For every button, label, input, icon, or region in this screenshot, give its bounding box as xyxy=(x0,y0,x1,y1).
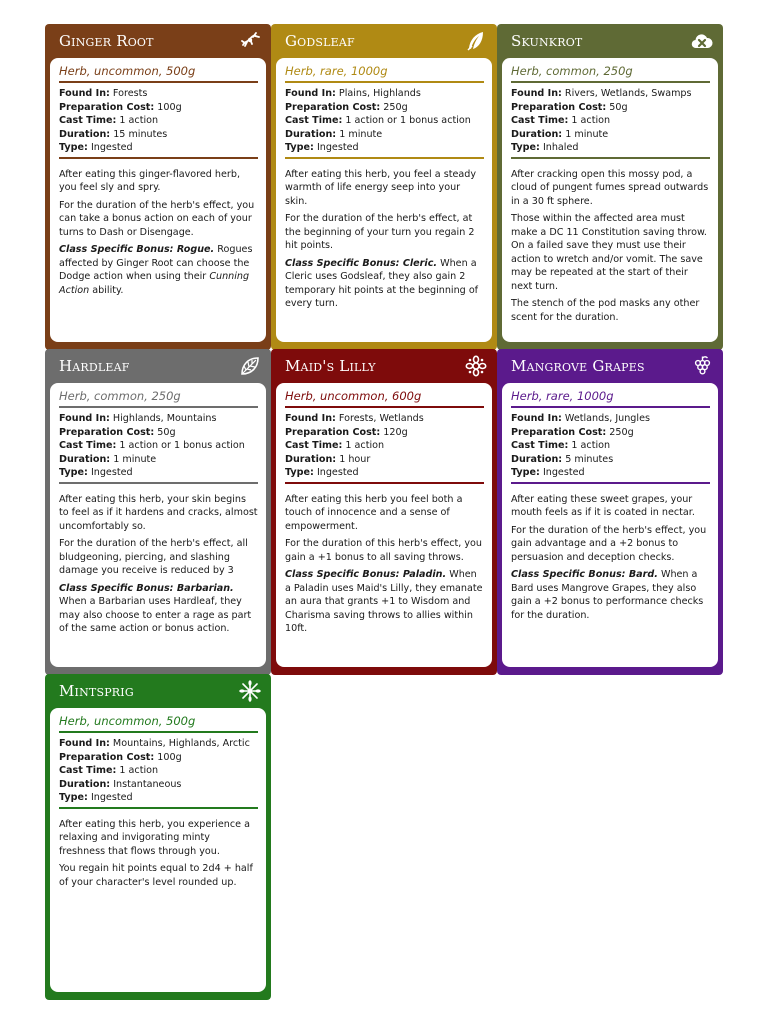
divider xyxy=(511,157,710,159)
card-body xyxy=(502,383,718,667)
type-value: Ingested xyxy=(316,142,359,153)
class-bonus-text xyxy=(285,257,484,311)
class-bonus-text xyxy=(59,243,258,297)
cast-time-row xyxy=(285,439,484,453)
class-bonus-text xyxy=(511,568,710,622)
cast-time-value: 1 action xyxy=(119,115,159,126)
card-title: Godsleaf xyxy=(285,32,355,50)
duration-row xyxy=(285,453,484,467)
stench-text: The stench of the pod masks any other scent for the duration. xyxy=(511,298,700,323)
prep-cost-value: 250g xyxy=(383,101,408,113)
type-value: Ingested xyxy=(90,142,133,153)
prep-cost-label: Preparation Cost: xyxy=(59,101,155,113)
class-bonus-body: Rogues affected by Ginger Root can choose the Dodge action when using their xyxy=(59,244,253,282)
type-value: Ingested xyxy=(90,467,133,478)
herb-card-skunkrot xyxy=(497,24,723,350)
cast-time-row xyxy=(59,439,258,453)
divider xyxy=(511,482,710,484)
found-in-value: Mountains, Highlands, Arctic xyxy=(112,738,250,749)
duration-value: 1 hour xyxy=(339,453,371,465)
duration-row xyxy=(59,778,258,792)
duration-label: Duration: xyxy=(59,128,111,140)
duration-label: Duration: xyxy=(511,453,563,465)
found-in-value: Wetlands, Jungles xyxy=(564,413,650,424)
prep-cost-label: Preparation Cost: xyxy=(285,426,381,438)
duration-value: 15 minutes xyxy=(113,128,168,140)
found-in-row xyxy=(285,87,484,101)
cast-time-value: 1 action xyxy=(345,440,385,451)
class-bonus-body: When a Paladin uses Maid's Lilly, they emanate an aura that grants +1 to Wisdom and Charisma saving throws to allies within 10ft. xyxy=(285,569,483,634)
prep-cost-value: 50g xyxy=(609,101,628,113)
cast-time-value: 1 action xyxy=(571,440,611,451)
cast-time-row xyxy=(511,439,710,453)
card-title: Skunkrot xyxy=(511,32,583,50)
found-in-label: Found In: xyxy=(285,413,336,424)
card-title: Mangrove Grapes xyxy=(511,357,645,375)
type-value: Ingested xyxy=(542,467,585,478)
found-in-value: Forests xyxy=(112,88,148,99)
duration-value: 1 minute xyxy=(565,128,609,140)
effect-text: After eating this herb, you feel a steady warmth of life energy seep into your skin. xyxy=(285,168,476,207)
card-title: Maid's Lilly xyxy=(285,357,376,375)
duration-effect-text: For the duration of the herb's effect, all bludgeoning, piercing, and slashing damage you receive is reduced by 3 xyxy=(59,538,248,576)
class-bonus-body: When a Cleric uses Godsleaf, they also gain 2 temporary hit points at the beginning of every turn. xyxy=(285,257,479,309)
prep-cost-value: 100g xyxy=(157,751,182,763)
found-in-row xyxy=(511,412,710,426)
sprig-icon xyxy=(238,679,262,703)
type-label: Type: xyxy=(59,467,88,478)
cast-time-value: 1 action or 1 bonus action xyxy=(345,115,471,126)
found-in-row xyxy=(59,737,258,751)
duration-label: Duration: xyxy=(59,778,111,790)
found-in-label: Found In: xyxy=(285,88,336,99)
card-header xyxy=(502,349,718,383)
cast-time-value: 1 action xyxy=(119,765,159,776)
herb-card-ginger-root xyxy=(45,24,271,350)
type-label: Type: xyxy=(285,467,314,478)
type-row xyxy=(285,141,484,155)
grapes-icon xyxy=(690,354,714,378)
divider xyxy=(285,482,484,484)
card-title: Ginger Root xyxy=(59,32,154,50)
cast-time-label: Cast Time: xyxy=(285,115,343,126)
duration-row xyxy=(59,453,258,467)
cast-time-label: Cast Time: xyxy=(59,115,117,126)
type-row xyxy=(511,466,710,480)
saving-throw-text: Those within the affected area must make a DC 11 Constitution saving throw. On a failed save they must use their action to wretch and/or vomit. The save may be repeated at the start of their next turn. xyxy=(511,213,707,292)
divider xyxy=(59,157,258,159)
type-row xyxy=(59,141,258,155)
duration-value: Instantaneous xyxy=(113,778,182,790)
class-bonus-body: When a Barbarian uses Hardleaf, they may also choose to enter a rage as part of the same action or bonus action. xyxy=(59,596,252,634)
found-in-value: Highlands, Mountains xyxy=(112,413,217,424)
prep-cost-label: Preparation Cost: xyxy=(59,426,155,438)
found-in-label: Found In: xyxy=(511,88,562,99)
duration-label: Duration: xyxy=(59,453,111,465)
type-row xyxy=(59,466,258,480)
prep-cost-row xyxy=(59,751,258,765)
type-label: Type: xyxy=(59,792,88,803)
card-header xyxy=(50,674,266,708)
found-in-label: Found In: xyxy=(59,738,110,749)
type-value: Ingested xyxy=(90,792,133,803)
leaf-quill-icon xyxy=(464,29,488,53)
toxic-cloud-icon xyxy=(690,29,714,53)
duration-row xyxy=(285,128,484,142)
effect-text: After cracking open this mossy pod, a cloud of pungent fumes spread outwards in a 30 ft sphere. xyxy=(511,168,709,207)
card-subtitle: Herb, common, 250g xyxy=(59,389,258,408)
prep-cost-row xyxy=(511,101,710,115)
duration-value: 1 minute xyxy=(339,128,383,140)
prep-cost-row xyxy=(59,101,258,115)
card-body xyxy=(50,58,266,342)
card-subtitle: Herb, uncommon, 600g xyxy=(285,389,484,408)
card-header xyxy=(276,349,492,383)
found-in-label: Found In: xyxy=(59,413,110,424)
herb-card-maids-lilly xyxy=(271,349,497,675)
hardleaf-icon xyxy=(238,354,262,378)
found-in-row xyxy=(511,87,710,101)
prep-cost-label: Preparation Cost: xyxy=(285,101,381,113)
card-body xyxy=(50,383,266,667)
type-label: Type: xyxy=(511,142,540,153)
duration-effect-text: For the duration of the herb's effect, at the beginning of your turn you regain 2 hit points. xyxy=(285,213,475,251)
found-in-row xyxy=(285,412,484,426)
prep-cost-value: 120g xyxy=(383,426,408,438)
duration-label: Duration: xyxy=(285,128,337,140)
duration-effect-text: For the duration of the herb's effect, you gain advantage and a +2 bonus to persuasion and deception checks. xyxy=(511,524,707,563)
card-body xyxy=(50,708,266,992)
prep-cost-row xyxy=(59,426,258,440)
duration-label: Duration: xyxy=(285,453,337,465)
cast-time-value: 1 action or 1 bonus action xyxy=(119,440,245,451)
type-label: Type: xyxy=(59,142,88,153)
duration-effect-text: For the duration of this herb's effect, you gain a +1 bonus to all saving throws. xyxy=(285,538,482,563)
duration-value: 1 minute xyxy=(113,453,157,465)
effect-text: After eating this herb, your skin begins to feel as if it hardens and cracks, almost uncomfortably so. xyxy=(59,493,258,532)
class-bonus-label: Class Specific Bonus: Bard. xyxy=(511,569,658,580)
class-bonus-label: Class Specific Bonus: Paladin. xyxy=(285,569,447,580)
healing-text: You regain hit points equal to 2d4 + half of your character's level rounded up. xyxy=(59,863,253,888)
cast-time-row xyxy=(285,114,484,128)
ginger-root-icon xyxy=(238,29,262,53)
card-header xyxy=(502,24,718,58)
card-subtitle: Herb, uncommon, 500g xyxy=(59,714,258,733)
type-value: Ingested xyxy=(316,467,359,478)
divider xyxy=(59,482,258,484)
type-label: Type: xyxy=(511,467,540,478)
prep-cost-value: 50g xyxy=(157,426,176,438)
prep-cost-row xyxy=(285,426,484,440)
prep-cost-value: 100g xyxy=(157,101,182,113)
herb-card-godsleaf xyxy=(271,24,497,350)
class-bonus-text xyxy=(59,582,258,636)
found-in-value: Rivers, Wetlands, Swamps xyxy=(564,88,692,99)
class-bonus-label: Class Specific Bonus: Barbarian. xyxy=(59,582,234,594)
flower-icon xyxy=(464,354,488,378)
divider xyxy=(59,807,258,809)
found-in-row xyxy=(59,412,258,426)
card-title: Hardleaf xyxy=(59,357,130,375)
prep-cost-label: Preparation Cost: xyxy=(59,751,155,763)
found-in-label: Found In: xyxy=(59,88,110,99)
cast-time-row xyxy=(59,114,258,128)
divider xyxy=(285,157,484,159)
card-header xyxy=(50,349,266,383)
duration-value: 5 minutes xyxy=(565,453,614,465)
class-bonus-label: Class Specific Bonus: Cleric. xyxy=(285,257,438,269)
class-bonus-tail: ability. xyxy=(92,284,124,296)
duration-effect-text: For the duration of the herb's effect, you can take a bonus action on each of your turns to Dash or Disengage. xyxy=(59,199,255,238)
duration-row xyxy=(511,128,710,142)
effect-text: After eating this ginger-flavored herb, you feel sly and spry. xyxy=(59,168,241,193)
class-bonus-body: When a Bard uses Mangrove Grapes, they also gain a +2 bonus to performance checks for the duration. xyxy=(511,569,704,621)
prep-cost-label: Preparation Cost: xyxy=(511,426,607,438)
herb-card-mangrove-grapes xyxy=(497,349,723,675)
prep-cost-row xyxy=(511,426,710,440)
card-body xyxy=(502,58,718,342)
herb-card-mintsprig xyxy=(45,674,271,1000)
card-body xyxy=(276,58,492,342)
card-header xyxy=(50,24,266,58)
prep-cost-row xyxy=(285,101,484,115)
duration-row xyxy=(511,453,710,467)
cast-time-label: Cast Time: xyxy=(59,440,117,451)
type-label: Type: xyxy=(285,142,314,153)
type-value: Inhaled xyxy=(542,142,579,153)
card-subtitle: Herb, rare, 1000g xyxy=(285,64,484,83)
class-bonus-text xyxy=(285,568,484,636)
card-subtitle: Herb, uncommon, 500g xyxy=(59,64,258,83)
prep-cost-value: 250g xyxy=(609,426,634,438)
type-row xyxy=(59,791,258,805)
card-body xyxy=(276,383,492,667)
prep-cost-label: Preparation Cost: xyxy=(511,101,607,113)
duration-row xyxy=(59,128,258,142)
found-in-value: Plains, Highlands xyxy=(338,88,421,99)
effect-text: After eating this herb you feel both a touch of innocence and a sense of empowerment. xyxy=(285,493,463,532)
cast-time-label: Cast Time: xyxy=(511,115,569,126)
cast-time-label: Cast Time: xyxy=(285,440,343,451)
herb-card-hardleaf xyxy=(45,349,271,675)
card-title: Mintsprig xyxy=(59,682,134,700)
cast-time-row xyxy=(511,114,710,128)
cast-time-label: Cast Time: xyxy=(511,440,569,451)
duration-label: Duration: xyxy=(511,128,563,140)
cast-time-value: 1 action xyxy=(571,115,611,126)
card-subtitle: Herb, rare, 1000g xyxy=(511,389,710,408)
card-header xyxy=(276,24,492,58)
found-in-value: Forests, Wetlands xyxy=(338,413,424,424)
ability-name: Cunning Action xyxy=(59,271,250,296)
type-row xyxy=(511,141,710,155)
cast-time-row xyxy=(59,764,258,778)
effect-text: After eating these sweet grapes, your mouth feels as if it is coated in nectar. xyxy=(511,493,695,518)
cast-time-label: Cast Time: xyxy=(59,765,117,776)
effect-text: After eating this herb, you experience a relaxing and invigorating minty freshness that flows through you. xyxy=(59,818,250,857)
found-in-label: Found In: xyxy=(511,413,562,424)
type-row xyxy=(285,466,484,480)
class-bonus-label: Class Specific Bonus: Rogue. xyxy=(59,244,215,255)
card-subtitle: Herb, common, 250g xyxy=(511,64,710,83)
found-in-row xyxy=(59,87,258,101)
